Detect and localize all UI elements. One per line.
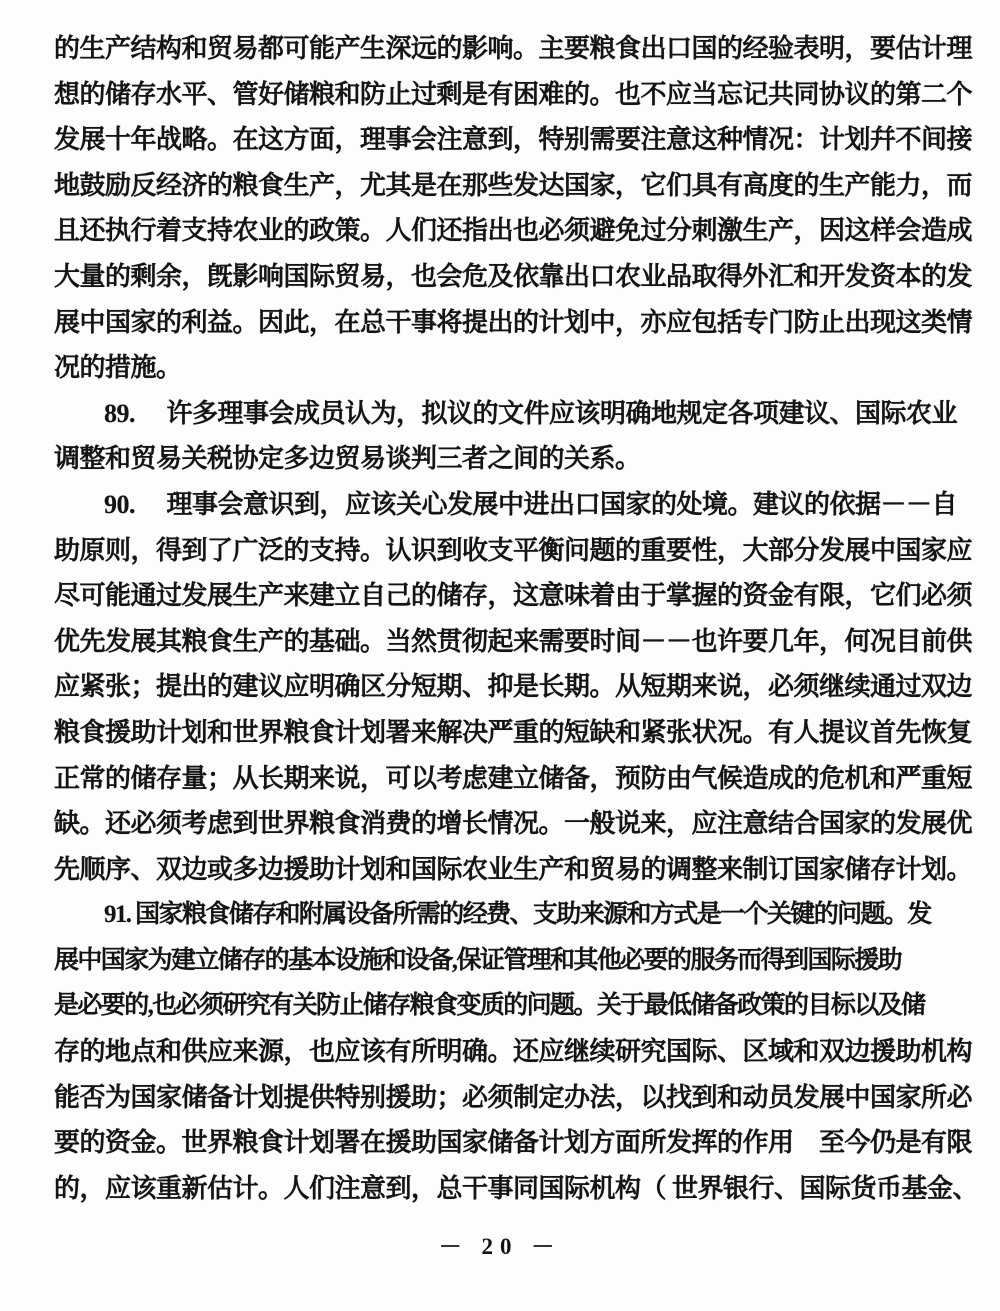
text-line: 调整和贸易关税协定多边贸易谈判三者之间的关系。 [54,444,641,474]
paragraph-91-start-line: 91. 国家粮食储存和附属设备所需的经费、支助来源和方式是一个关键的问题。发 [104,901,931,929]
text-line: 想的储存水平、管好储粮和防止过剩是有困难的。也不应当忘记共同协议的第二个 [54,79,973,109]
text-line: 地鼓励反经济的粮食生产，尤其是在那些发达国家，它们具有高度的生产能力，而 [54,170,973,200]
text-line: 展中国家的利益。因此，在总干事将提出的计划中，亦应包括专门防止出现这类情 [54,307,973,337]
text-line: 大量的剩余，旣影响国际贸易，也会危及依靠出口农业品取得外汇和开发资本的发 [54,261,973,291]
document-text-block [54,26,979,1211]
text-line: 展中国家为建立储存的基本设施和设备,保证管理和其他必要的服务而得到国际援助 [54,946,902,974]
text-line: 助原则，得到了广泛的支持。认识到收支平衡问题的重要性，大部分发展中国家应 [54,535,973,565]
text-line: 能否为国家储备计划提供特别援助；必须制定办法，以找到和动员发展中国家所必 [54,1082,973,1112]
text-line: 的生产结构和贸易都可能产生深远的影响。主要粮食出口国的经验表明，要估计理 [54,34,973,63]
text-line: 存的地点和供应来源，也应该有所明确。还应继续研究国际、区域和双边援助机构 [54,1037,973,1067]
paragraph-90-start-line: 90. 理事会意识到，应该关心发展中进出口国家的处境。建议的依据－－自 [104,489,958,519]
paragraph-89-start-line: 89. 许多理事会成员认为，拟议的文件应该明确地规定各项建议、国际农业 [104,398,958,428]
text-line: 且还执行着支持农业的政策。人们还指出也必须避免过分刺激生产，因这样会造成 [54,216,973,246]
text-line: 是必要的,也必须研究有关防止储存粮食变质的问题。关于最低储备政策的目标以及储 [54,992,925,1020]
text-line: 发展十年战略。在这方面，理事会注意到，特别需要注意这种情况：计划幷不间接 [54,125,973,155]
text-line: 优先发展其粮食生产的基础。当然贯彻起来需要时间－－也许要几年，何况目前供 [54,626,973,656]
text-line: 正常的储存量；从长期来说，可以考虑建立储备，预防由气候造成的危机和严重短 [54,763,973,793]
text-line: 缺。还必须考虑到世界粮食消费的增长情况。一般说来，应注意结合国家的发展优 [54,809,973,839]
text-line: 的，应该重新估计。人们注意到，总干事同国际机构（ 世界银行、国际货币基金、 [54,1173,979,1203]
text-line: 尽可能通过发展生产来建立自己的储存，这意味着由于掌握的资金有限，它们必须 [54,581,973,611]
text-line: 应紧张；提出的建议应明确区分短期、抑是长期。从短期来说，必须继续通过双边 [54,672,973,702]
text-line: 况的措施。 [54,353,182,383]
text-line: 先顺序、双边或多边援助计划和国际农业生产和贸易的调整来制订国家储存计划。 [54,854,973,884]
text-line: 要的资金。世界粮食计划署在援助国家储备计划方面所发挥的作用 至今仍是有限 [54,1128,973,1158]
page-number: － 20 － [438,1234,562,1259]
text-line: 粮食援助计划和世界粮食计划署来解决严重的短缺和紧张状况。有人提议首先恢复 [54,717,973,747]
